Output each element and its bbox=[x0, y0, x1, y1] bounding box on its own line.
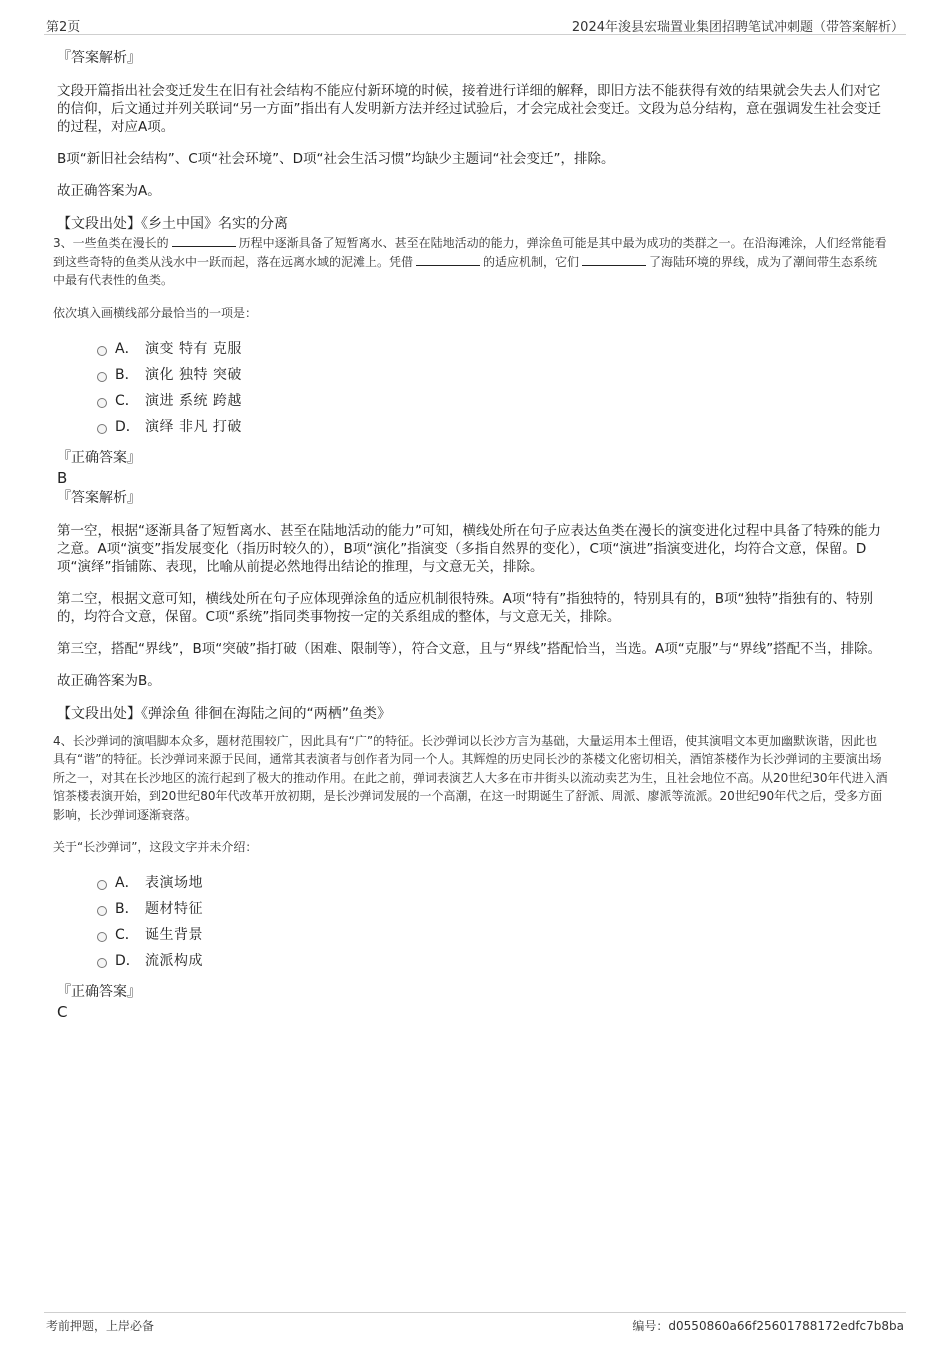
question-3-options bbox=[95, 336, 889, 440]
document-title: 2024年浚县宏瑞置业集团招聘笔试冲刺题（带答案解析） bbox=[571, 20, 904, 35]
question-3-text: 3、一些鱼类在漫长的 历程中逐渐具备了短暂离水、甚至在陆地活动的能力，弹涂鱼可能是其中最为成功的类群之一。在沿海滩涂，人们经常能看到这些奇特的鱼类从浅水中一跃而起，落在远离水域的泥滩上。凭借 的适应机制，它们 了海陆环境的界线，成为了潮间带生态系统中最有代表性的鱼类。 bbox=[53, 236, 887, 287]
radio-button[interactable] bbox=[97, 346, 107, 356]
analysis-label: 『答案解析』 bbox=[57, 50, 141, 66]
option-d[interactable]: D． 演绎 非凡 打破 bbox=[95, 414, 889, 440]
page-header bbox=[44, 14, 906, 35]
option-a[interactable]: A． 演变 特有 克服 bbox=[95, 336, 889, 362]
correct-answer-value: C bbox=[57, 1003, 68, 1021]
radio-button[interactable] bbox=[97, 398, 107, 408]
option-b[interactable]: B． 题材特征 bbox=[95, 896, 889, 922]
footer-slogan: 考前押题，上岸必备 bbox=[46, 1319, 155, 1333]
fill-blank bbox=[416, 253, 480, 266]
question-4-prompt: 关于“长沙弹词”，这段文字并未介绍： bbox=[53, 840, 258, 854]
fill-blank bbox=[582, 253, 646, 266]
radio-button[interactable] bbox=[97, 372, 107, 382]
question-4-text: 4、长沙弹词的演唱脚本众多，题材范围较广，因此具有“广”的特征。长沙弹词以长沙方言为基础，大量运用本土俚语，使其演唱文本更加幽默诙谐，因此也具有“谐”的特征。长沙弹词来源于民间，通常其表演者与创作者为同一个人。其辉煌的历史同长沙的茶楼文化密切相关，酒馆茶楼作为长沙弹词的主要演出场所之一，对其在长沙地区的流行起到了极大的推动作用。在此之前，弹词表演艺人大多在市井街头以流动卖艺为生，且社会地位不高。从20世纪30年代进入酒馆茶楼表演开始，到20世纪80年代改革开放初期，是长沙弹词发展的一个高潮，在这一时期诞生了舒派、周派、廖派等流派。20世纪90年代之后，受多方面影响，长沙弹词逐渐衰落。 bbox=[53, 733, 888, 822]
analysis-paragraph: 文段开篇指出社会变迁发生在旧有社会结构不能应付新环境的时候，接着进行详细的解释，即旧方法不能获得有效的结果就会失去人们对它的信仰，后文通过并列关联词“另一方面”指出有人发明新方法并经过试验后，才会完成社会变迁。文段为总分结构，意在强调发生社会变迁的过程，对应A项。 bbox=[57, 83, 881, 135]
page-content bbox=[53, 48, 889, 1022]
radio-button[interactable] bbox=[97, 906, 107, 916]
correct-answer-label: 『正确答案』 bbox=[57, 984, 141, 1000]
correct-answer-value: B bbox=[57, 468, 68, 487]
radio-button[interactable] bbox=[97, 424, 107, 434]
passage-source: 【文段出处】《乡土中国》名实的分离 bbox=[57, 216, 288, 232]
question-4-options bbox=[95, 870, 889, 974]
radio-button[interactable] bbox=[97, 880, 107, 890]
question-3-prompt: 依次填入画横线部分最恰当的一项是： bbox=[53, 305, 258, 320]
passage-source: 【文段出处】《弹涂鱼 徘徊在海陆之间的“两栖”鱼类》 bbox=[57, 705, 391, 722]
option-c[interactable]: C． 诞生背景 bbox=[95, 922, 889, 948]
correct-answer-label: 『正确答案』 bbox=[57, 449, 141, 466]
option-a[interactable]: A． 表演场地 bbox=[95, 870, 889, 896]
option-c[interactable]: C． 演进 系统 跨越 bbox=[95, 388, 889, 414]
radio-button[interactable] bbox=[97, 958, 107, 968]
radio-button[interactable] bbox=[97, 932, 107, 942]
analysis-conclusion: 故正确答案为B。 bbox=[57, 672, 161, 689]
page-footer bbox=[44, 1312, 906, 1335]
analysis-label: 『答案解析』 bbox=[57, 489, 141, 506]
option-b[interactable]: B． 演化 独特 突破 bbox=[95, 362, 889, 388]
analysis-conclusion: 故正确答案为A。 bbox=[57, 183, 161, 199]
page-number: 第2页 bbox=[46, 20, 81, 35]
document-code: 编号：d0550860a66f25601788172edfc7b8ba bbox=[632, 1319, 904, 1333]
option-d[interactable]: D． 流派构成 bbox=[95, 948, 889, 974]
analysis-paragraph: B项“新旧社会结构”、C项“社会环境”、D项“社会生活习惯”均缺少主题词“社会变迁”，排除。 bbox=[57, 151, 615, 167]
analysis-paragraph: 第三空，搭配“界线”，B项“突破”指打破（困难、限制等），符合文意，且与“界线”搭配恰当，当选。A项“克服”与“界线”搭配不当，排除。 bbox=[57, 640, 882, 657]
fill-blank bbox=[172, 234, 236, 247]
analysis-paragraph: 第二空，根据文意可知，横线处所在句子应体现弹涂鱼的适应机制很特殊。A项“特有”指独特的，特别具有的，B项“独特”指独有的、特别的，均符合文意，保留。C项“系统”指同类事物按一定的关系组成的整体，与文意无关，排除。 bbox=[57, 590, 873, 625]
analysis-paragraph: 第一空，根据“逐渐具备了短暂离水、甚至在陆地活动的能力”可知，横线处所在句子应表达鱼类在漫长的演变进化过程中具备了特殊的能力之意。A项“演变”指发展变化（指历时较久的），B项“演化”指演变（多指自然界的变化），C项“演进”指演变进化，均符合文意，保留。D项“演绎”指铺陈、表现，比喻从前提必然地得出结论的推理，与文意无关，排除。 bbox=[57, 522, 881, 575]
